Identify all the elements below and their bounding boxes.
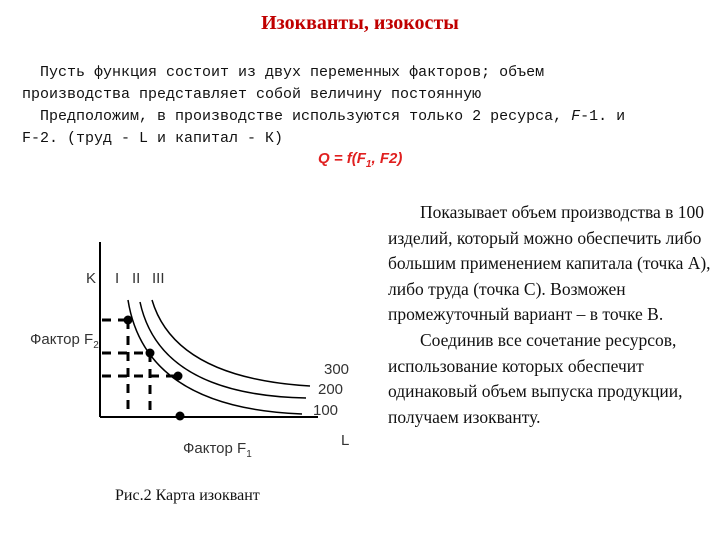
figure-caption: Рис.2 Карта изоквант xyxy=(115,487,260,504)
formula-prefix: Q = f(F xyxy=(318,150,366,167)
axis-y-label: K xyxy=(86,270,97,287)
factor-f1-text: Фактор F xyxy=(183,440,247,457)
quantity-label-300: 300 xyxy=(324,361,350,378)
curve-label-1: I xyxy=(115,270,120,287)
factor-f1-subscript: 1 xyxy=(246,449,252,460)
axis-x-label: L xyxy=(341,432,350,449)
factor-f1-label xyxy=(183,440,252,460)
explanation-text xyxy=(388,200,713,430)
intro-line-4: F-2. (труд - L и капитал - К) xyxy=(22,130,284,147)
explanation-paragraph-1: Показывает объем производства в 100 изделий, который можно обеспечить либо большим применением капитала (точка А), либо труда (точка С). Возможен промежуточный вариант – в точке В. xyxy=(388,202,711,325)
point-c-upper xyxy=(174,372,183,381)
formula-tail: , F2) xyxy=(371,150,403,167)
point-a xyxy=(124,316,133,325)
quantity-label-200: 200 xyxy=(318,381,344,398)
factor-f2-text: Фактор F xyxy=(30,331,94,348)
intro-line-1: Пусть функция состоит из двух переменных факторов; объем xyxy=(22,64,545,81)
factor-f2-subscript: 2 xyxy=(93,340,99,351)
factor-f2-label xyxy=(30,331,99,351)
curve-label-3: III xyxy=(152,270,165,287)
curve-label-2: II xyxy=(132,270,141,287)
production-function-formula xyxy=(318,150,402,170)
intro-line-3-text: Предположим, в производстве используются только 2 ресурса, xyxy=(22,108,563,125)
quantity-label-100: 100 xyxy=(313,402,339,419)
intro-line-2: производства представляет собой величину постоянную xyxy=(22,86,482,103)
intro-line-3 xyxy=(22,107,625,127)
intro-line-3-f1: F xyxy=(571,108,581,125)
point-c xyxy=(176,412,185,421)
explanation-paragraph-2: Соединив все сочетание ресурсов, использование которых обеспечит одинаковый объем выпуска продукции, получаем изокванту. xyxy=(388,329,683,427)
dashed-guides xyxy=(102,320,178,416)
intro-line-3-tail: -1. и xyxy=(580,108,626,125)
formula-subscript: 1 xyxy=(365,159,372,170)
point-b xyxy=(146,349,155,358)
slide-title: Изокванты, изокосты xyxy=(261,12,459,34)
